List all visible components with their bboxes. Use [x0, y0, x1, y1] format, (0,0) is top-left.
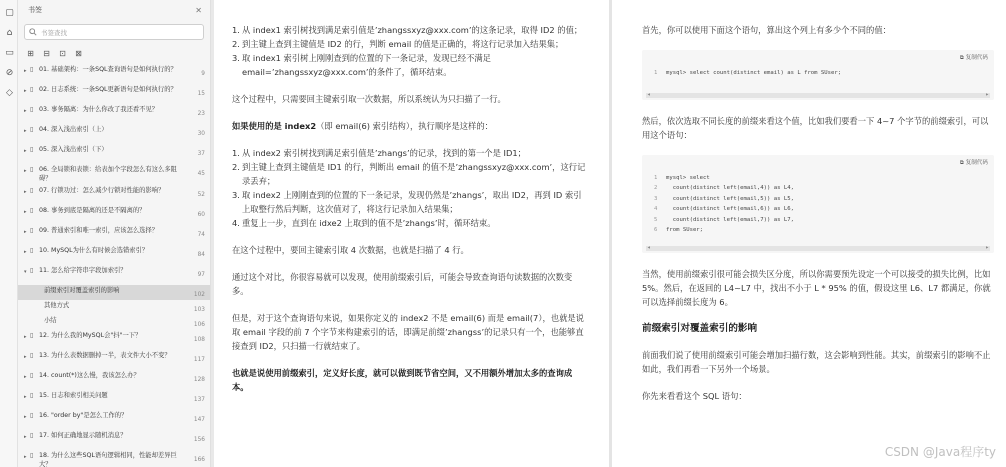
bookmark-icon: ▯ — [30, 227, 34, 234]
bookmark-list — [18, 64, 211, 467]
code-text: mysql> select — [666, 175, 710, 181]
bookmark-sidebar — [18, 0, 211, 467]
bookmark-page-number: 60 — [197, 212, 205, 218]
bookmark-page-number: 74 — [197, 232, 205, 238]
bookmark-label: 11. 怎么给字符串字段加索引？ — [39, 267, 127, 274]
code-lines — [654, 68, 984, 78]
side-icon-strip — [0, 0, 18, 467]
line-number: 4 — [654, 206, 658, 213]
bookmark-label: 01. 基础架构：一条SQL查询语句是如何执行的？ — [39, 66, 177, 73]
list-item — [232, 216, 587, 230]
list-number: 1. — [232, 25, 240, 35]
layers-icon[interactable]: ◇ — [6, 88, 13, 98]
code-text: mysql> select count(distinct email) as L from SUser; — [666, 70, 842, 76]
sidebar-title: 书签 — [28, 6, 42, 14]
paragraph: 然后，依次选取不同长度的前缀来看这个值，比如我们要看一下 4~7 个字节的前缀索引，可以用这个语句： — [642, 116, 989, 140]
list-item — [232, 51, 587, 79]
list-text: 取 index1 索引树上刚刚查到的位置的下一条记录，发现已经不满足 email=’zhangssxyz@xxx.com’的条件了，循环结束。 — [242, 53, 491, 77]
copy-code-button[interactable]: ⧉ 复制代码 — [959, 160, 988, 166]
bookmark-icon: ▯ — [30, 207, 34, 214]
expand-arrow-icon[interactable]: ▸ — [24, 229, 27, 235]
code-line — [654, 225, 984, 235]
paragraph: 前面我们说了使用前缀索引可能会增加扫描行数，这会影响到性能。其实，前缀索引的影响不止如此，我们再看一下另外一个场景。 — [642, 350, 991, 374]
code-text: count(distinct left(email,7)) as L7, — [666, 216, 794, 223]
sidebar-toolbar — [18, 44, 210, 62]
attachment-icon[interactable]: ⊘ — [5, 68, 14, 78]
bookmark-page-number: 9 — [201, 71, 205, 77]
code-scrollbar[interactable] — [646, 93, 990, 98]
code-line — [654, 194, 984, 204]
bookmark-item[interactable] — [18, 450, 211, 467]
search-icon — [29, 28, 37, 36]
bookmark-page-number: 108 — [193, 337, 205, 343]
bookmark-page-number: 103 — [193, 307, 205, 313]
bookmark-icon: ▯ — [30, 86, 34, 93]
code-line — [654, 173, 984, 183]
expand-arrow-icon[interactable]: ▸ — [24, 414, 27, 420]
pdf-page-right — [612, 0, 1006, 467]
line-number: 6 — [654, 227, 658, 234]
code-block — [642, 50, 994, 100]
bookmark-label: 02. 日志系统：一条SQL更新语句是如何执行的？ — [39, 86, 177, 93]
bookmark-label: 18. 为什么这些SQL语句逻辑相同，性能却差异巨大？ — [38, 452, 177, 467]
expand-arrow-icon[interactable]: ▸ — [24, 148, 27, 154]
list-text: 到主键上查到主键值是 ID1 的行，判断出 email 的值不是’zhangssxyz@xxx.com’，这行记录丢弃； — [242, 162, 586, 186]
list-text: 重复上一步，直到在 idxe2 上取到的值不是’zhangs’时，循环结束。 — [242, 218, 496, 228]
list-number: 2. — [232, 39, 240, 49]
bookmark-label: 09. 普通索引和唯一索引，应该怎么选择？ — [39, 227, 159, 234]
bookmark-icon: ▯ — [30, 146, 34, 153]
expand-arrow-icon[interactable]: ▸ — [24, 454, 27, 460]
bookmark-page-number: 117 — [193, 357, 205, 363]
bookmark-item[interactable] — [18, 370, 211, 390]
list-item — [232, 146, 587, 160]
collapse-all-icon[interactable]: ⊟ — [43, 48, 50, 58]
bookmark-label: 05. 深入浅出索引（下） — [39, 146, 108, 153]
list-item — [232, 37, 587, 51]
bookmark-item[interactable] — [18, 300, 211, 315]
paragraph: 在这个过程中，要回主键索引取 4 次数据，也就是扫描了 4 行。 — [232, 245, 469, 255]
bookmark-page-number: 15 — [197, 91, 205, 97]
bookmark-item[interactable] — [18, 185, 211, 205]
bookmark-icon: ▯ — [30, 126, 34, 133]
paragraph: 这个过程中，只需要回主键索引取一次数据，所以系统认为只扫描了一行。 — [232, 94, 506, 104]
list-text: 从 index2 索引树找到满足索引值是’zhangs’的记录，找到的第一个是 ID1； — [242, 148, 526, 158]
bookmark-label: 12. 为什么我的MySQL会"抖"一下？ — [39, 332, 142, 339]
close-icon[interactable]: ✕ — [195, 5, 202, 15]
expand-arrow-icon[interactable]: ▸ — [24, 88, 27, 94]
list-item — [232, 23, 587, 37]
watermark: CSDN @Java程序ty — [884, 445, 996, 459]
bookmark-label: 07. 行锁功过：怎么减少行锁对性能的影响？ — [39, 187, 165, 194]
bookmark-icon: ▯ — [30, 332, 34, 339]
bookmark-page-number: 45 — [197, 171, 205, 177]
paragraph: 但是，对于这个查询语句来说，如果你定义的 index2 不是 email(6) 而是 email(7），也就是说取 email 字段的前 7 个字节来构建索引的话，即满足前缀’zhangss’的记录只有一个，也能够直接查到 ID2，只扫描一行就结束了。 — [232, 313, 584, 351]
search-placeholder: 书签查找 — [41, 28, 67, 37]
expand-arrow-icon[interactable]: ▸ — [24, 189, 27, 195]
list-number: 4. — [232, 218, 240, 228]
bookmark-icon: ▯ — [30, 66, 34, 73]
bookmark-icon: ▯ — [30, 412, 34, 419]
bookmark-label: 03. 事务隔离：为什么你改了我还看不见？ — [39, 106, 159, 113]
bookmark-label: 13. 为什么表数据删掉一半，表文件大小不变？ — [39, 352, 171, 359]
expand-arrow-icon[interactable]: ▸ — [24, 68, 27, 74]
code-line — [654, 204, 984, 214]
bookmark-page-number: 128 — [193, 377, 205, 383]
code-block — [642, 155, 994, 253]
bookmark-icon: ▯ — [30, 352, 34, 359]
bookmark-label: 08. 事务到底是隔离的还是不隔离的？ — [39, 207, 146, 214]
bookmark-page-number: 23 — [197, 111, 205, 117]
bookmark-label: 前缀索引对覆盖索引的影响 — [44, 287, 120, 294]
bookmark-item[interactable] — [18, 315, 211, 330]
expand-arrow-icon[interactable]: ▸ — [24, 374, 27, 380]
bookmark-icon[interactable]: ⌂ — [6, 28, 13, 38]
bookmark-page-number: 84 — [197, 252, 205, 258]
bookmark-icon: ▯ — [30, 267, 34, 274]
delete-bookmark-icon[interactable]: ⊠ — [75, 48, 82, 58]
line-number: 5 — [654, 216, 658, 223]
bookmark-icon: ▯ — [30, 106, 34, 113]
bookmark-page-number: 37 — [197, 151, 205, 157]
bookmark-page-number: 156 — [193, 437, 205, 443]
bookmark-item[interactable] — [18, 205, 211, 225]
bookmark-label: 其他方式 — [44, 302, 70, 309]
bookmark-icon: ▯ — [29, 166, 34, 173]
bookmark-label: 06. 全局锁和表锁：给表加个字段怎么有这么多阻碍？ — [38, 166, 177, 182]
comment-icon[interactable]: ▭ — [5, 48, 14, 58]
code-line — [654, 68, 984, 78]
code-lines — [654, 173, 984, 235]
paragraph: 通过这个对比，你很容易就可以发现，使用前缀索引后，可能会导致查询语句读数据的次数变多。 — [232, 272, 573, 296]
bookmark-item[interactable] — [18, 144, 211, 164]
add-bookmark-icon[interactable]: ⊡ — [59, 48, 66, 58]
bookmark-icon: ▯ — [30, 187, 34, 194]
bookmark-item[interactable] — [18, 265, 211, 285]
section-heading: 前缀索引对覆盖索引的影响 — [642, 323, 758, 334]
code-text: count(distinct left(email,4)) as L4, — [666, 185, 794, 192]
list-text: 到主键上查到主键值是 ID2 的行，判断 email 的值是正确的，将这行记录加入结果集； — [242, 39, 564, 49]
bookmark-item[interactable] — [18, 225, 211, 245]
bookmark-item[interactable] — [18, 245, 211, 265]
bookmark-label: 15. 日志和索引相关问题 — [39, 392, 108, 399]
bookmark-page-number: 147 — [193, 417, 205, 423]
expand-all-icon[interactable]: ⊞ — [27, 48, 34, 58]
paragraph: 当然，使用前缀索引很可能会损失区分度，所以你需要预先设定一个可以接受的损失比例，比如 5%。然后，在返回的 L4~L7 中，找出不小于 L * 95% 的值，假设这里 L6、L7 都满足，你就可以选择前缀长度为 6。 — [642, 269, 991, 307]
expand-arrow-icon[interactable]: ▸ — [24, 354, 27, 360]
line-number: 2 — [654, 185, 658, 192]
code-text: count(distinct left(email,6)) as L6, — [666, 206, 794, 213]
code-text: count(distinct left(email,5)) as L5, — [666, 195, 794, 202]
bookmark-item[interactable] — [18, 84, 211, 104]
bookmark-page-number: 106 — [193, 322, 205, 328]
line-number: 3 — [654, 195, 658, 202]
bookmark-item[interactable] — [18, 285, 211, 300]
expand-arrow-icon[interactable]: ▸ — [24, 108, 27, 114]
bookmark-icon: ▯ — [30, 432, 34, 439]
bookmark-page-number: 102 — [193, 292, 205, 298]
bookmark-label: 17. 如何正确地显示随机消息？ — [39, 432, 127, 439]
bookmark-label: 16. "order by"是怎么工作的？ — [39, 412, 128, 419]
bookmark-page-number: 52 — [197, 192, 205, 198]
expand-arrow-icon[interactable]: ▸ — [24, 168, 27, 174]
list-number: 2. — [232, 162, 240, 172]
bookmark-label: 04. 深入浅出索引（上） — [39, 126, 108, 133]
list-number: 3. — [232, 190, 240, 200]
copy-code-button[interactable]: ⧉ 复制代码 — [959, 55, 988, 61]
bookmark-label: 10. MySQL为什么有时候会选错索引？ — [39, 247, 149, 254]
list-number: 1. — [232, 148, 240, 158]
bookmark-page-number: 137 — [193, 397, 205, 403]
bookmark-search-input[interactable] — [24, 24, 204, 40]
bookmark-page-number: 97 — [197, 272, 205, 278]
expand-arrow-icon[interactable]: ▸ — [24, 394, 27, 400]
code-line — [654, 215, 984, 225]
bookmark-label: 小结 — [44, 317, 57, 324]
bookmark-item[interactable] — [18, 430, 211, 450]
lookup-steps-index1 — [232, 23, 587, 79]
bookmark-item[interactable] — [18, 124, 211, 144]
expand-arrow-icon[interactable]: ▸ — [24, 209, 27, 215]
bookmark-item[interactable] — [18, 64, 211, 84]
code-scrollbar[interactable] — [646, 246, 990, 251]
bold-text: 如果使用的是 index2 — [232, 121, 317, 131]
bookmark-item[interactable] — [18, 410, 211, 430]
bookmark-label: 14. count(*)这么慢，我该怎么办？ — [39, 372, 140, 379]
lookup-steps-index2 — [232, 146, 587, 230]
expand-arrow-icon[interactable]: ▸ — [24, 128, 27, 134]
bookmark-icon: ▯ — [30, 372, 34, 379]
list-text: 取 index2 上刚刚查到的位置的下一条记录，发现仍然是’zhangs’，取出 ID2，再到 ID 索引上取整行然后判断，这次值对了，将这行记录加入结果集； — [242, 190, 582, 214]
bookmark-page-number: 30 — [197, 131, 205, 137]
paragraph — [232, 366, 587, 394]
list-number: 3. — [232, 53, 240, 63]
bookmark-icon: ▯ — [30, 392, 34, 399]
bookmark-item[interactable] — [18, 164, 211, 185]
bookmark-page-number: 166 — [193, 457, 205, 463]
expand-arrow-icon[interactable]: ▸ — [24, 434, 27, 440]
paragraph: 如果使用的是 index2（即 email(6) 索引结构），执行顺序是这样的： — [232, 121, 493, 131]
bookmark-item[interactable] — [18, 330, 211, 350]
expand-arrow-icon[interactable]: ▾ — [24, 269, 27, 275]
pdf-page-left — [214, 0, 609, 467]
bookmark-icon: ▯ — [29, 452, 34, 459]
line-number: 1 — [654, 175, 658, 181]
bookmark-item[interactable] — [18, 390, 211, 410]
expand-arrow-icon[interactable]: ▸ — [24, 249, 27, 255]
bookmark-item[interactable] — [18, 104, 211, 124]
page-thumbnails-icon[interactable]: ▢ — [5, 8, 14, 18]
list-item — [232, 188, 587, 216]
bold-text: 也就是说使用前缀索引，定义好长度，就可以做到既节省空间，又不用额外增加太多的查询成本。 — [232, 368, 573, 392]
sidebar-header — [18, 0, 210, 20]
paragraph: 你先来看看这个 SQL 语句： — [642, 391, 747, 401]
bookmark-item[interactable] — [18, 350, 211, 370]
paragraph: 首先，你可以使用下面这个语句，算出这个列上有多少个不同的值： — [642, 25, 891, 35]
code-text: from SUser; — [666, 227, 704, 234]
list-item — [232, 160, 587, 188]
bookmark-icon: ▯ — [30, 247, 34, 254]
expand-arrow-icon[interactable]: ▸ — [24, 334, 27, 340]
line-number: 1 — [654, 70, 658, 76]
list-text: 从 index1 索引树找到满足索引值是’zhangssxyz@xxx.com’的这条记录，取得 ID2 的值； — [242, 25, 583, 35]
code-line — [654, 183, 984, 193]
